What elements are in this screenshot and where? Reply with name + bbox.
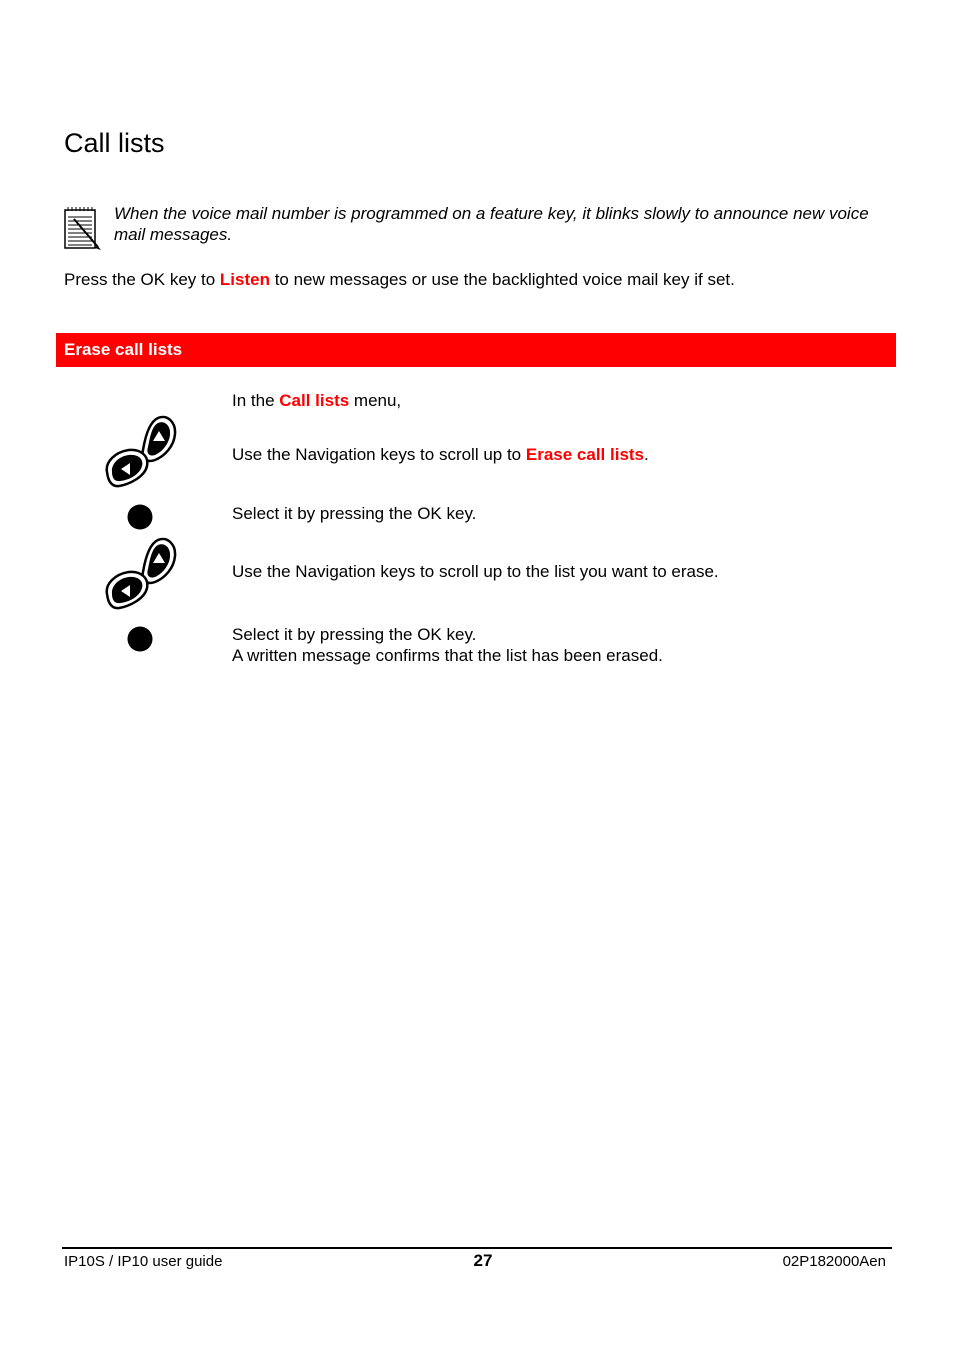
section-header bbox=[56, 333, 896, 367]
erase-call-lists-keyword: Erase call lists bbox=[525, 445, 645, 464]
step-5 bbox=[232, 624, 663, 666]
step-5-line-2: A written message confirms that the list has been erased. bbox=[232, 646, 663, 665]
call-lists-keyword: Call lists bbox=[279, 391, 350, 410]
step-3: Select it by pressing the OK key. bbox=[232, 504, 477, 523]
step-1-suffix: menu, bbox=[349, 391, 402, 410]
note-text: When the voice mail number is programmed on a feature key, it blinks slowly to announce new voice mail messages. bbox=[114, 204, 869, 244]
step-2-prefix: Use the Navigation keys to scroll up to bbox=[232, 445, 526, 464]
step-4: Use the Navigation keys to scroll up to the list you want to erase. bbox=[232, 562, 719, 581]
intro-prefix: Press the OK key to bbox=[64, 270, 220, 289]
intro-suffix: to new messages or use the backlighted voice mail key if set. bbox=[269, 270, 735, 289]
footer-divider bbox=[62, 1247, 892, 1249]
navigation-keys-icon bbox=[103, 536, 177, 612]
footer-doc-code: 02P182000Aen bbox=[782, 1253, 886, 1270]
footer-guide-title: IP10S / IP10 user guide bbox=[64, 1253, 223, 1270]
step-1-prefix: In the bbox=[232, 391, 280, 410]
page-number: 27 bbox=[473, 1251, 493, 1270]
notepad-icon bbox=[64, 205, 102, 251]
page-title: Call lists bbox=[64, 128, 165, 158]
step-5-line-1: Select it by pressing the OK key. bbox=[232, 625, 477, 644]
step-1 bbox=[232, 390, 401, 411]
step-2-suffix: . bbox=[644, 445, 649, 464]
ok-key-icon bbox=[126, 503, 154, 531]
section-title: Erase call lists bbox=[64, 340, 183, 359]
step-2 bbox=[232, 444, 649, 465]
intro-paragraph bbox=[64, 268, 735, 291]
navigation-keys-icon bbox=[103, 414, 177, 490]
ok-key-icon bbox=[126, 625, 154, 653]
listen-keyword: Listen bbox=[219, 270, 270, 289]
